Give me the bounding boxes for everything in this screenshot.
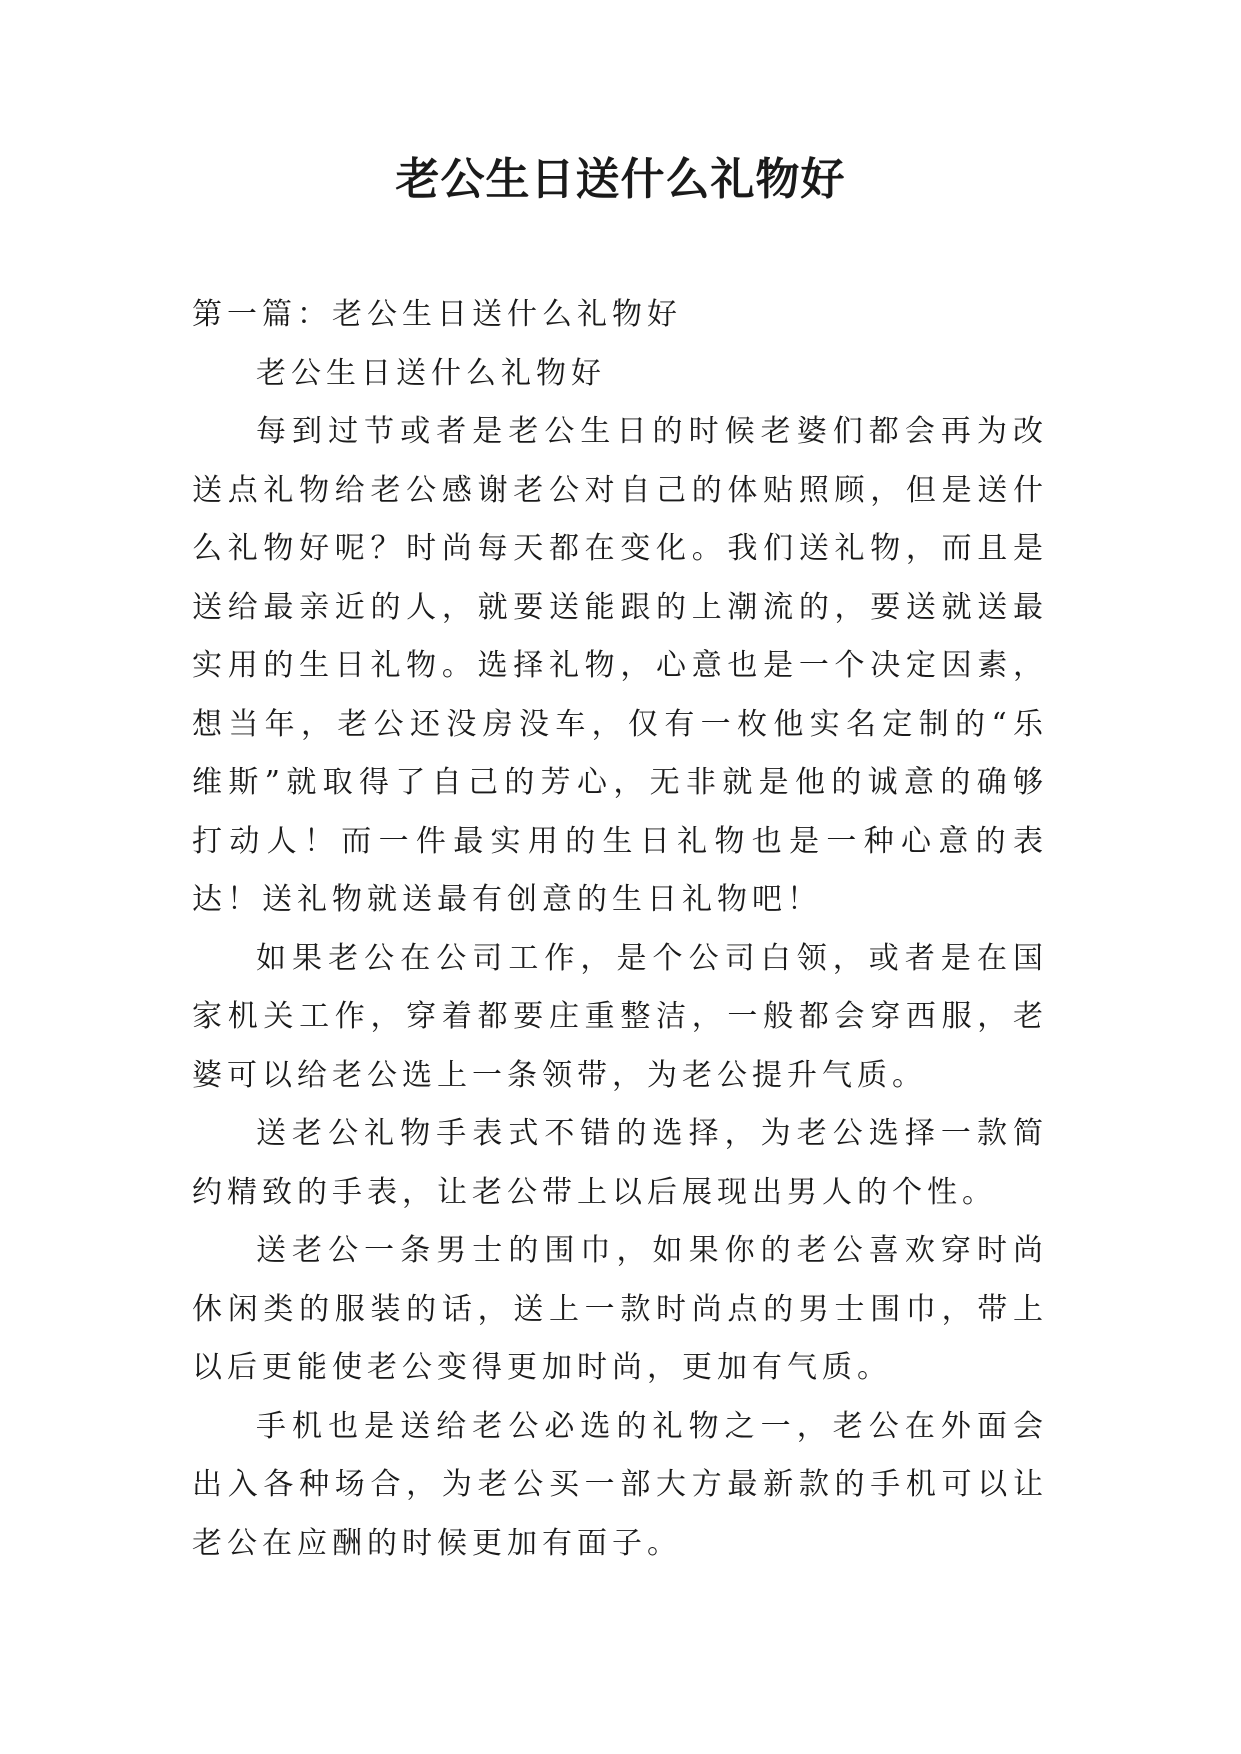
- paragraph-3: 送老公礼物手表式不错的选择，为老公选择一款简约精致的手表，让老公带上以后展现出男人的个性。: [192, 1116, 1048, 1210]
- section-heading: 第一篇：老公生日送什么礼物好: [192, 297, 682, 332]
- paragraph-1: 每到过节或者是老公生日的时候老婆们都会再为改送点礼物给老公感谢老公对自己的体贴照顾，但是送什么礼物好呢？时尚每天都在变化。我们送礼物，而且是送给最亲近的人，就要送能跟的上潮流的，要送就送最实用的生日礼物。选择礼物，心意也是一个决定因素，想当年，老公还没房没车，仅有一枚他实名定制的“乐维斯”就取得了自己的芳心，无非就是他的诚意的确够打动人！而一件最实用的生日礼物也是一种心意的表达！送礼物就送最有创意的生日礼物吧！: [192, 414, 1048, 917]
- paragraph-2: 如果老公在公司工作，是个公司白领，或者是在国家机关工作，穿着都要庄重整洁，一般都会穿西服，老婆可以给老公选上一条领带，为老公提升气质。: [192, 940, 1048, 1093]
- document-title: 老公生日送什么礼物好: [395, 154, 846, 205]
- subheading: 老公生日送什么礼物好: [256, 355, 606, 391]
- document-body: [192, 286, 1048, 1573]
- paragraph-5: 手机也是送给老公必选的礼物之一，老公在外面会出入各种场合，为老公买一部大方最新款的手机可以让老公在应酬的时候更加有面子。: [192, 1408, 1048, 1561]
- paragraph-4: 送老公一条男士的围巾，如果你的老公喜欢穿时尚休闲类的服装的话，送上一款时尚点的男士围巾，带上以后更能使老公变得更加时尚，更加有气质。: [192, 1233, 1048, 1385]
